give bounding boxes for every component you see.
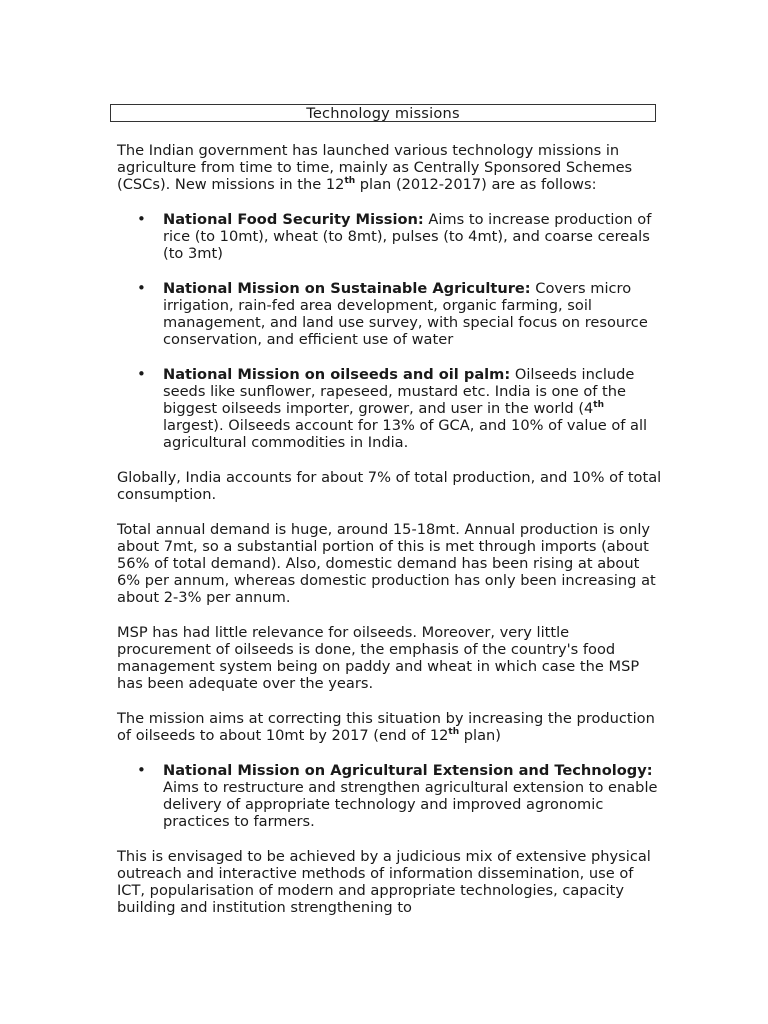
paragraph-demand: Total annual demand is huge, around 15-18mt. Annual production is only about 7mt, so a substantial portion of this is met through imports (about 56% of total demand). Also, domestic demand has been rising at about 6% per annum, whereas domestic production has only been increasing at about 2-3% per annum. (117, 521, 656, 606)
list-item-oilseeds: • National Mission on oilseeds and oil palm: Oilseeds include seeds like sunflower, rapeseed, mustard etc. India is one of the biggest oilseeds importer, grower, and user in the world (4th largest). Oilseeds account for 13% of GCA, and 10% of value of all agricultural commodities in India. (117, 366, 662, 451)
paragraph-mission-aim: The mission aims at correcting this situation by increasing the production of oilseeds to about 10mt by 2017 (end of 12th plan) (117, 710, 655, 744)
paragraph-global: Globally, India accounts for about 7% of total production, and 10% of total consumption. (117, 469, 662, 503)
mission-list (117, 211, 662, 451)
paragraph-envisaged: This is envisaged to be achieved by a judicious mix of extensive physical outreach and interactive methods of information dissemination, use of ICT, popularisation of modern and appropriate technologies, capacity building and institution strengthening to (117, 848, 651, 916)
mission-list-continued (117, 762, 662, 830)
document-body (117, 142, 662, 916)
intro-paragraph: The Indian government has launched various technology missions in agriculture from time to time, mainly as Centrally Sponsored Schemes (CSCs). New missions in the 12th plan (2012-2017) are as follows: (117, 142, 633, 193)
list-item-sustainable-agriculture: • National Mission on Sustainable Agriculture: Covers micro irrigation, rain-fed area development, organic farming, soil management, and land use survey, with special focus on resource conservation, and efficient use of water (117, 280, 662, 348)
list-item-food-security: • National Food Security Mission: Aims to increase production of rice (to 10mt), wheat (to 8mt), pulses (to 4mt), and coarse cereals (to 3mt) (117, 211, 662, 262)
section-title: Technology missions (110, 104, 656, 122)
list-item-agricultural-extension: • National Mission on Agricultural Extension and Technology: Aims to restructure and strengthen agricultural extension to enable delivery of appropriate technology and improved agronomic practices to farmers. (117, 762, 662, 830)
paragraph-msp: MSP has had little relevance for oilseeds. Moreover, very little procurement of oilseeds is done, the emphasis of the country's food management system being on paddy and wheat in which case the MSP has been adequate over the years. (117, 624, 640, 692)
